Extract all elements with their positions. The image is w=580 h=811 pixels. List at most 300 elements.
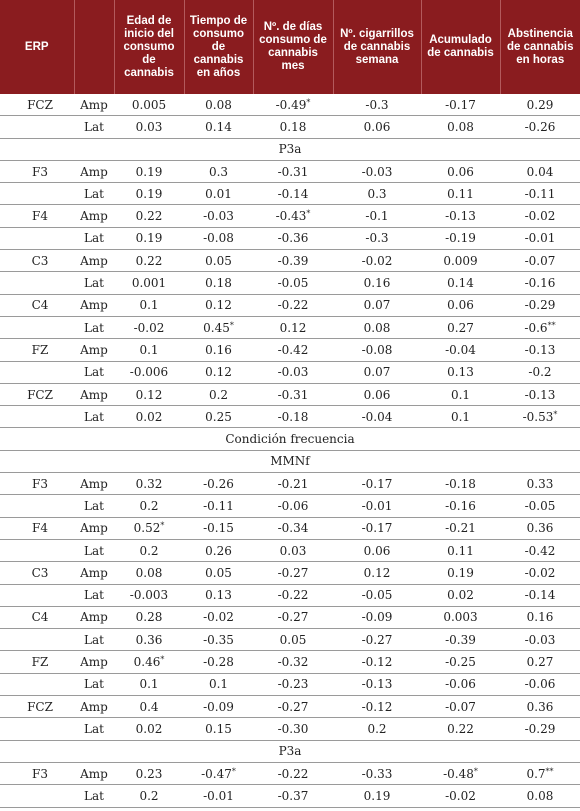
value-text: 0.16 [363,276,391,291]
significance-mark: * [231,766,236,776]
measure-cell: Amp [74,651,114,673]
value-cell [500,785,580,807]
value-text: 0.45 [203,320,230,335]
value-text: 0.06 [447,164,474,179]
value-text: 0.2 [367,721,387,736]
table-row [0,361,580,383]
value-cell [253,383,333,405]
table-row [0,316,580,338]
value-cell [421,696,500,718]
value-cell [184,696,253,718]
value-cell [253,517,333,539]
value-cell [114,160,184,182]
header-measure [74,0,114,94]
value-text: -0.29 [524,721,556,736]
value-text: 0.14 [205,119,232,134]
measure-cell: Amp [74,762,114,784]
value-text: 0.1 [139,298,159,313]
value-cell [500,250,580,272]
value-text: -0.42 [524,543,556,558]
value-text: 0.23 [135,766,163,781]
value-text: 0.52 [133,521,161,536]
value-cell [253,539,333,561]
value-cell [253,361,333,383]
erp-cell [0,785,74,807]
value-text: 0.2 [139,543,159,558]
value-text: 0.36 [526,521,554,536]
value-cell [500,227,580,249]
value-text: -0.13 [445,209,476,224]
value-text: -0.006 [129,365,169,380]
significance-mark: * [229,320,234,330]
value-text: -0.17 [445,97,476,112]
measure-cell: Amp [74,294,114,316]
value-text: -0.09 [203,699,234,714]
value-cell [333,785,421,807]
value-cell [421,517,500,539]
value-cell [333,361,421,383]
erp-cell [0,227,74,249]
header-row [0,0,580,94]
value-text: -0.02 [524,209,556,224]
value-text: 0.12 [135,387,163,402]
value-cell [253,250,333,272]
table-row [0,250,580,272]
value-text: -0.53 [522,409,554,424]
value-cell [500,272,580,294]
value-text: 0.1 [139,342,159,357]
value-cell [421,785,500,807]
value-cell [184,160,253,182]
value-cell [333,250,421,272]
value-text: 0.19 [135,164,163,179]
value-cell [114,294,184,316]
header-col-1: Edad de inicio del consumo de cannabis [114,0,184,94]
table-row [0,406,580,428]
value-text: 0.3 [208,164,229,179]
measure-cell: Lat [74,539,114,561]
value-cell [253,762,333,784]
section-row [0,450,580,472]
value-text: -0.03 [277,365,309,380]
value-text: 0.05 [205,565,232,580]
value-cell [500,762,580,784]
measure-cell: Lat [74,116,114,138]
value-text: 0.25 [205,409,232,424]
value-cell [114,183,184,205]
value-text: 0.001 [131,276,167,291]
value-cell [184,361,253,383]
erp-cell [0,361,74,383]
value-cell [333,294,421,316]
value-cell [421,584,500,606]
value-text: 0.12 [205,365,232,380]
erp-cell [0,272,74,294]
value-text: 0.03 [135,119,163,134]
value-text: -0.26 [524,119,556,134]
measure-cell: Lat [74,272,114,294]
erp-cell [0,718,74,740]
value-cell [421,718,500,740]
value-text: 0.003 [443,610,478,625]
value-text: 0.12 [363,565,391,580]
value-text: -0.14 [524,588,556,603]
header-col-3: Nº. de días consumo de cannabis mes [253,0,333,94]
section-label: P3a [0,740,580,762]
value-cell [421,339,500,361]
value-text: -0.47 [201,766,232,781]
value-text: -0.3 [365,97,389,112]
measure-cell: Lat [74,183,114,205]
measure-cell: Amp [74,517,114,539]
value-text: -0.31 [277,387,309,402]
value-text: 0.14 [447,276,474,291]
value-text: -0.15 [203,521,234,536]
value-text: -0.09 [361,610,393,625]
value-text: 0.06 [363,119,391,134]
table-row [0,495,580,517]
value-text: -0.18 [277,409,309,424]
erp-cell: F3 [0,160,74,182]
value-cell [184,517,253,539]
value-cell [184,250,253,272]
value-cell [253,562,333,584]
measure-cell: Amp [74,383,114,405]
value-cell [253,584,333,606]
value-text: 0.7 [526,766,546,781]
measure-cell: Lat [74,718,114,740]
value-text: 0.04 [526,164,554,179]
table-row [0,629,580,651]
value-text: 0.07 [363,365,391,380]
value-cell [333,94,421,116]
measure-cell: Amp [74,339,114,361]
measure-cell: Lat [74,361,114,383]
value-text: -0.08 [361,342,393,357]
section-label: P3a [0,138,580,160]
value-text: 0.1 [139,677,159,692]
value-cell [253,183,333,205]
value-text: -0.06 [277,498,309,513]
value-text: 0.12 [205,298,232,313]
table-row [0,651,580,673]
value-cell [500,673,580,695]
value-text: 0.01 [205,186,232,201]
value-text: 0.22 [135,209,163,224]
value-cell [114,339,184,361]
erp-cell: FCZ [0,383,74,405]
value-text: -0.02 [203,610,234,625]
value-cell [253,160,333,182]
value-cell [421,116,500,138]
value-cell [500,339,580,361]
table-row [0,183,580,205]
value-cell [253,673,333,695]
value-text: -0.02 [133,320,165,335]
value-text: 0.16 [526,610,554,625]
value-text: 0.16 [205,342,232,357]
value-text: -0.01 [524,231,556,246]
value-cell [114,116,184,138]
value-text: -0.22 [277,298,309,313]
value-text: -0.36 [277,231,309,246]
value-text: 0.06 [447,298,474,313]
value-text: 0.1 [208,677,229,692]
value-text: 0.12 [279,320,307,335]
value-cell [253,205,333,227]
value-text: -0.43 [275,209,307,224]
value-cell [184,339,253,361]
measure-cell: Lat [74,629,114,651]
value-text: -0.08 [203,231,234,246]
value-text: 0.22 [135,253,163,268]
value-cell [500,94,580,116]
value-cell [114,696,184,718]
value-text: 0.005 [131,97,167,112]
value-text: -0.18 [445,476,476,491]
value-text: 0.2 [139,788,159,803]
value-text: -0.35 [203,632,234,647]
erp-cell: F4 [0,517,74,539]
value-cell [421,361,500,383]
value-text: -0.06 [445,677,476,692]
value-text: -0.12 [361,699,393,714]
value-text: 0.22 [447,721,474,736]
erp-cell [0,495,74,517]
value-text: 0.19 [447,565,474,580]
value-cell [184,718,253,740]
value-text: 0.11 [447,186,474,201]
value-cell [333,762,421,784]
value-text: -0.12 [361,655,393,670]
value-text: 0.3 [367,186,387,201]
table-row [0,785,580,807]
value-text: -0.39 [277,253,309,268]
value-text: -0.27 [277,565,309,580]
value-cell [253,606,333,628]
value-text: -0.16 [445,498,476,513]
value-text: -0.32 [277,655,309,670]
value-text: 0.08 [135,565,163,580]
value-cell [114,718,184,740]
value-cell [184,762,253,784]
value-text: -0.26 [203,476,234,491]
significance-mark: * [306,209,311,219]
value-text: 0.03 [279,543,307,558]
value-cell [421,673,500,695]
value-text: -0.6 [524,320,548,335]
erp-cell: F3 [0,762,74,784]
erp-cell: F4 [0,205,74,227]
value-text: 0.28 [135,610,163,625]
value-cell [114,629,184,651]
table-row [0,205,580,227]
value-cell [184,651,253,673]
value-text: 0.19 [135,186,163,201]
value-text: 0.05 [205,253,232,268]
value-cell [500,116,580,138]
value-cell [333,673,421,695]
value-text: -0.21 [277,476,309,491]
value-text: -0.05 [361,588,393,603]
value-cell [421,205,500,227]
value-text: 0.19 [363,788,391,803]
value-cell [500,629,580,651]
table-row [0,339,580,361]
value-text: 0.08 [205,97,232,112]
value-text: 0.18 [205,276,232,291]
section-row [0,740,580,762]
erp-cell: C4 [0,294,74,316]
value-cell [500,183,580,205]
value-text: -0.02 [524,565,556,580]
value-cell [421,562,500,584]
value-text: -0.48 [443,766,474,781]
value-cell [184,473,253,495]
value-text: 0.15 [205,721,232,736]
measure-cell: Amp [74,606,114,628]
value-cell [500,473,580,495]
value-text: -0.22 [277,766,309,781]
table-row [0,696,580,718]
value-text: 0.1 [450,387,471,402]
value-cell [184,562,253,584]
value-cell [333,183,421,205]
value-cell [114,383,184,405]
value-text: -0.03 [361,164,393,179]
value-cell [184,205,253,227]
value-cell [333,406,421,428]
value-cell [114,762,184,784]
value-cell [253,651,333,673]
value-cell [500,294,580,316]
value-cell [184,227,253,249]
value-cell [184,94,253,116]
value-text: 0.009 [443,253,478,268]
value-text: 0.46 [133,655,161,670]
header-erp: ERP [0,0,74,94]
measure-cell: Lat [74,495,114,517]
value-cell [253,339,333,361]
value-text: 0.07 [363,298,391,313]
value-cell [333,205,421,227]
value-cell [421,294,500,316]
value-cell [253,227,333,249]
value-cell [421,250,500,272]
value-text: -0.05 [524,498,556,513]
value-text: 0.19 [135,231,163,246]
value-text: 0.27 [526,655,554,670]
value-cell [333,495,421,517]
value-text: 0.29 [526,97,554,112]
value-cell [253,495,333,517]
table-row [0,718,580,740]
value-cell [333,606,421,628]
measure-cell: Amp [74,205,114,227]
value-text: -0.28 [203,655,234,670]
measure-cell: Lat [74,673,114,695]
significance-mark: ** [545,766,554,776]
value-cell [333,227,421,249]
significance-mark: * [306,97,311,107]
value-text: -0.42 [277,342,309,357]
value-text: -0.01 [203,788,234,803]
value-cell [114,651,184,673]
value-text: -0.04 [361,409,393,424]
value-text: 0.26 [205,543,232,558]
value-cell [421,406,500,428]
value-text: 0.2 [208,387,229,402]
value-cell [421,473,500,495]
value-cell [500,651,580,673]
table-row [0,473,580,495]
erp-cell [0,316,74,338]
measure-cell: Lat [74,406,114,428]
value-text: -0.02 [361,253,393,268]
value-cell [500,361,580,383]
table-body [0,94,580,807]
measure-cell: Lat [74,316,114,338]
measure-cell: Lat [74,785,114,807]
value-text: 0.27 [447,320,474,335]
value-cell [421,160,500,182]
measure-cell: Amp [74,250,114,272]
section-label: MMNf [0,450,580,472]
erp-cell: C4 [0,606,74,628]
measure-cell: Lat [74,584,114,606]
section-row [0,428,580,450]
value-cell [184,383,253,405]
table-row [0,606,580,628]
value-text: -0.49 [275,97,307,112]
value-text: -0.03 [524,632,556,647]
value-cell [500,562,580,584]
table-row [0,517,580,539]
value-text: -0.22 [277,588,309,603]
value-cell [333,651,421,673]
value-cell [500,718,580,740]
value-text: 0.08 [363,320,391,335]
value-text: -0.27 [277,610,309,625]
value-text: -0.16 [524,276,556,291]
value-text: -0.13 [361,677,393,692]
value-text: 0.06 [363,387,391,402]
value-cell [500,495,580,517]
value-cell [500,539,580,561]
value-cell [333,116,421,138]
value-cell [114,606,184,628]
header-col-5: Acumulado de cannabis [421,0,500,94]
value-text: 0.08 [447,119,474,134]
value-text: -0.05 [277,276,309,291]
value-cell [253,294,333,316]
erp-cell [0,406,74,428]
value-cell [114,205,184,227]
significance-mark: * [160,655,165,665]
value-cell [184,673,253,695]
value-cell [333,584,421,606]
value-cell [421,539,500,561]
value-cell [500,406,580,428]
value-text: -0.04 [445,342,476,357]
value-cell [184,606,253,628]
erp-cell: FCZ [0,94,74,116]
section-row [0,138,580,160]
value-text: -0.03 [203,209,234,224]
value-text: 0.08 [526,788,554,803]
value-text: 0.11 [447,543,474,558]
value-cell [421,606,500,628]
